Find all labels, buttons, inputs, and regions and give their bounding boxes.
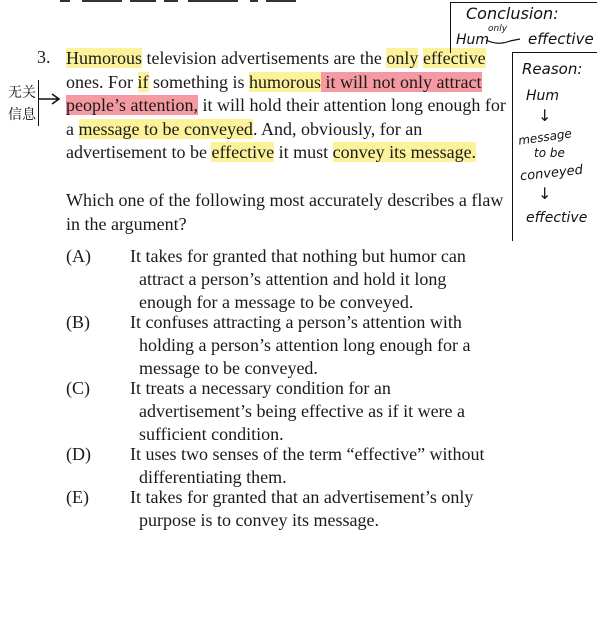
option-text-first-line: It confuses attracting a person’s attention with <box>130 312 462 332</box>
option-label: (A) <box>66 246 91 266</box>
option-text-first-line: It uses two senses of the term “effective” without <box>130 444 485 464</box>
option-text-continued: attract a person’s attention and hold it long enough for a message to be conveyed. <box>139 269 447 312</box>
option-text <box>130 311 502 380</box>
highlighted-phrase: convey its message. <box>332 142 477 163</box>
side-note-line-2: 信息 <box>8 107 36 123</box>
stem-text: something is <box>148 71 250 92</box>
arrow-icon <box>38 92 62 106</box>
conclusion-title: Conclusion: <box>466 4 559 23</box>
option-text <box>130 443 502 489</box>
option-text-first-line: It takes for granted that an advertisement’s only <box>130 487 474 507</box>
reason-title: Reason: <box>522 60 583 78</box>
conclusion-hum: Hum <box>456 32 490 48</box>
option-text <box>130 377 502 446</box>
highlighted-phrase: only <box>386 48 419 68</box>
highlighted-phrase: effective <box>422 48 486 68</box>
option-text-continued: differentiating them. <box>139 467 287 487</box>
question-stem <box>66 47 516 165</box>
highlighted-phrase: humorous <box>249 71 322 92</box>
stem-text: ones. For <box>66 71 138 92</box>
question-prompt: Which one of the following most accurately describes a flaw in the argument? <box>66 190 504 234</box>
conclusion-only: only <box>488 24 508 34</box>
option-text <box>130 245 502 314</box>
option-label: (D) <box>66 444 91 464</box>
cut-off-text-line <box>60 0 360 6</box>
highlighted-phrase: Humorous <box>66 48 142 68</box>
reason-to-be: to be <box>534 146 565 160</box>
underline-icon <box>484 36 524 46</box>
option-text-continued: advertisement’s being effective as if it were a sufficient condition. <box>139 401 466 444</box>
option-label: (E) <box>66 487 89 507</box>
conclusion-effective: effective <box>528 30 594 48</box>
highlighted-phrase: message to be conveyed <box>78 118 253 139</box>
option-text-first-line: It treats a necessary condition for an <box>130 378 391 398</box>
highlighted-phrase: if <box>137 71 149 92</box>
stem-text: . And, obviously, for an advertisement to be <box>66 118 423 163</box>
reason-message: message <box>517 126 573 148</box>
highlighted-phrase: it will not only attract people’s attention, <box>66 71 482 116</box>
question-number: 3. <box>37 47 51 67</box>
option-text <box>130 486 502 532</box>
reason-effective: effective <box>526 210 588 226</box>
arrow-down-icon: ↓ <box>538 106 552 125</box>
option-text-first-line: It takes for granted that nothing but humor can <box>130 246 466 266</box>
highlighted-phrase: effective <box>211 142 275 163</box>
stem-text: television advertisements are the <box>142 48 387 68</box>
reason-conveyed: conveyed <box>519 162 584 185</box>
arrow-down-icon-2: ↓ <box>538 184 552 203</box>
option-text-continued: holding a person’s attention long enough for a message to be conveyed. <box>139 335 471 378</box>
option-label: (C) <box>66 378 90 398</box>
stem-text: it will hold their attention long enough for a <box>66 95 506 139</box>
reason-hum: Hum <box>526 88 560 104</box>
side-note-line-1: 无关 <box>8 85 36 101</box>
option-text-continued: purpose is to convey its message. <box>139 510 379 530</box>
option-label: (B) <box>66 312 90 332</box>
stem-text: it must <box>274 142 333 163</box>
